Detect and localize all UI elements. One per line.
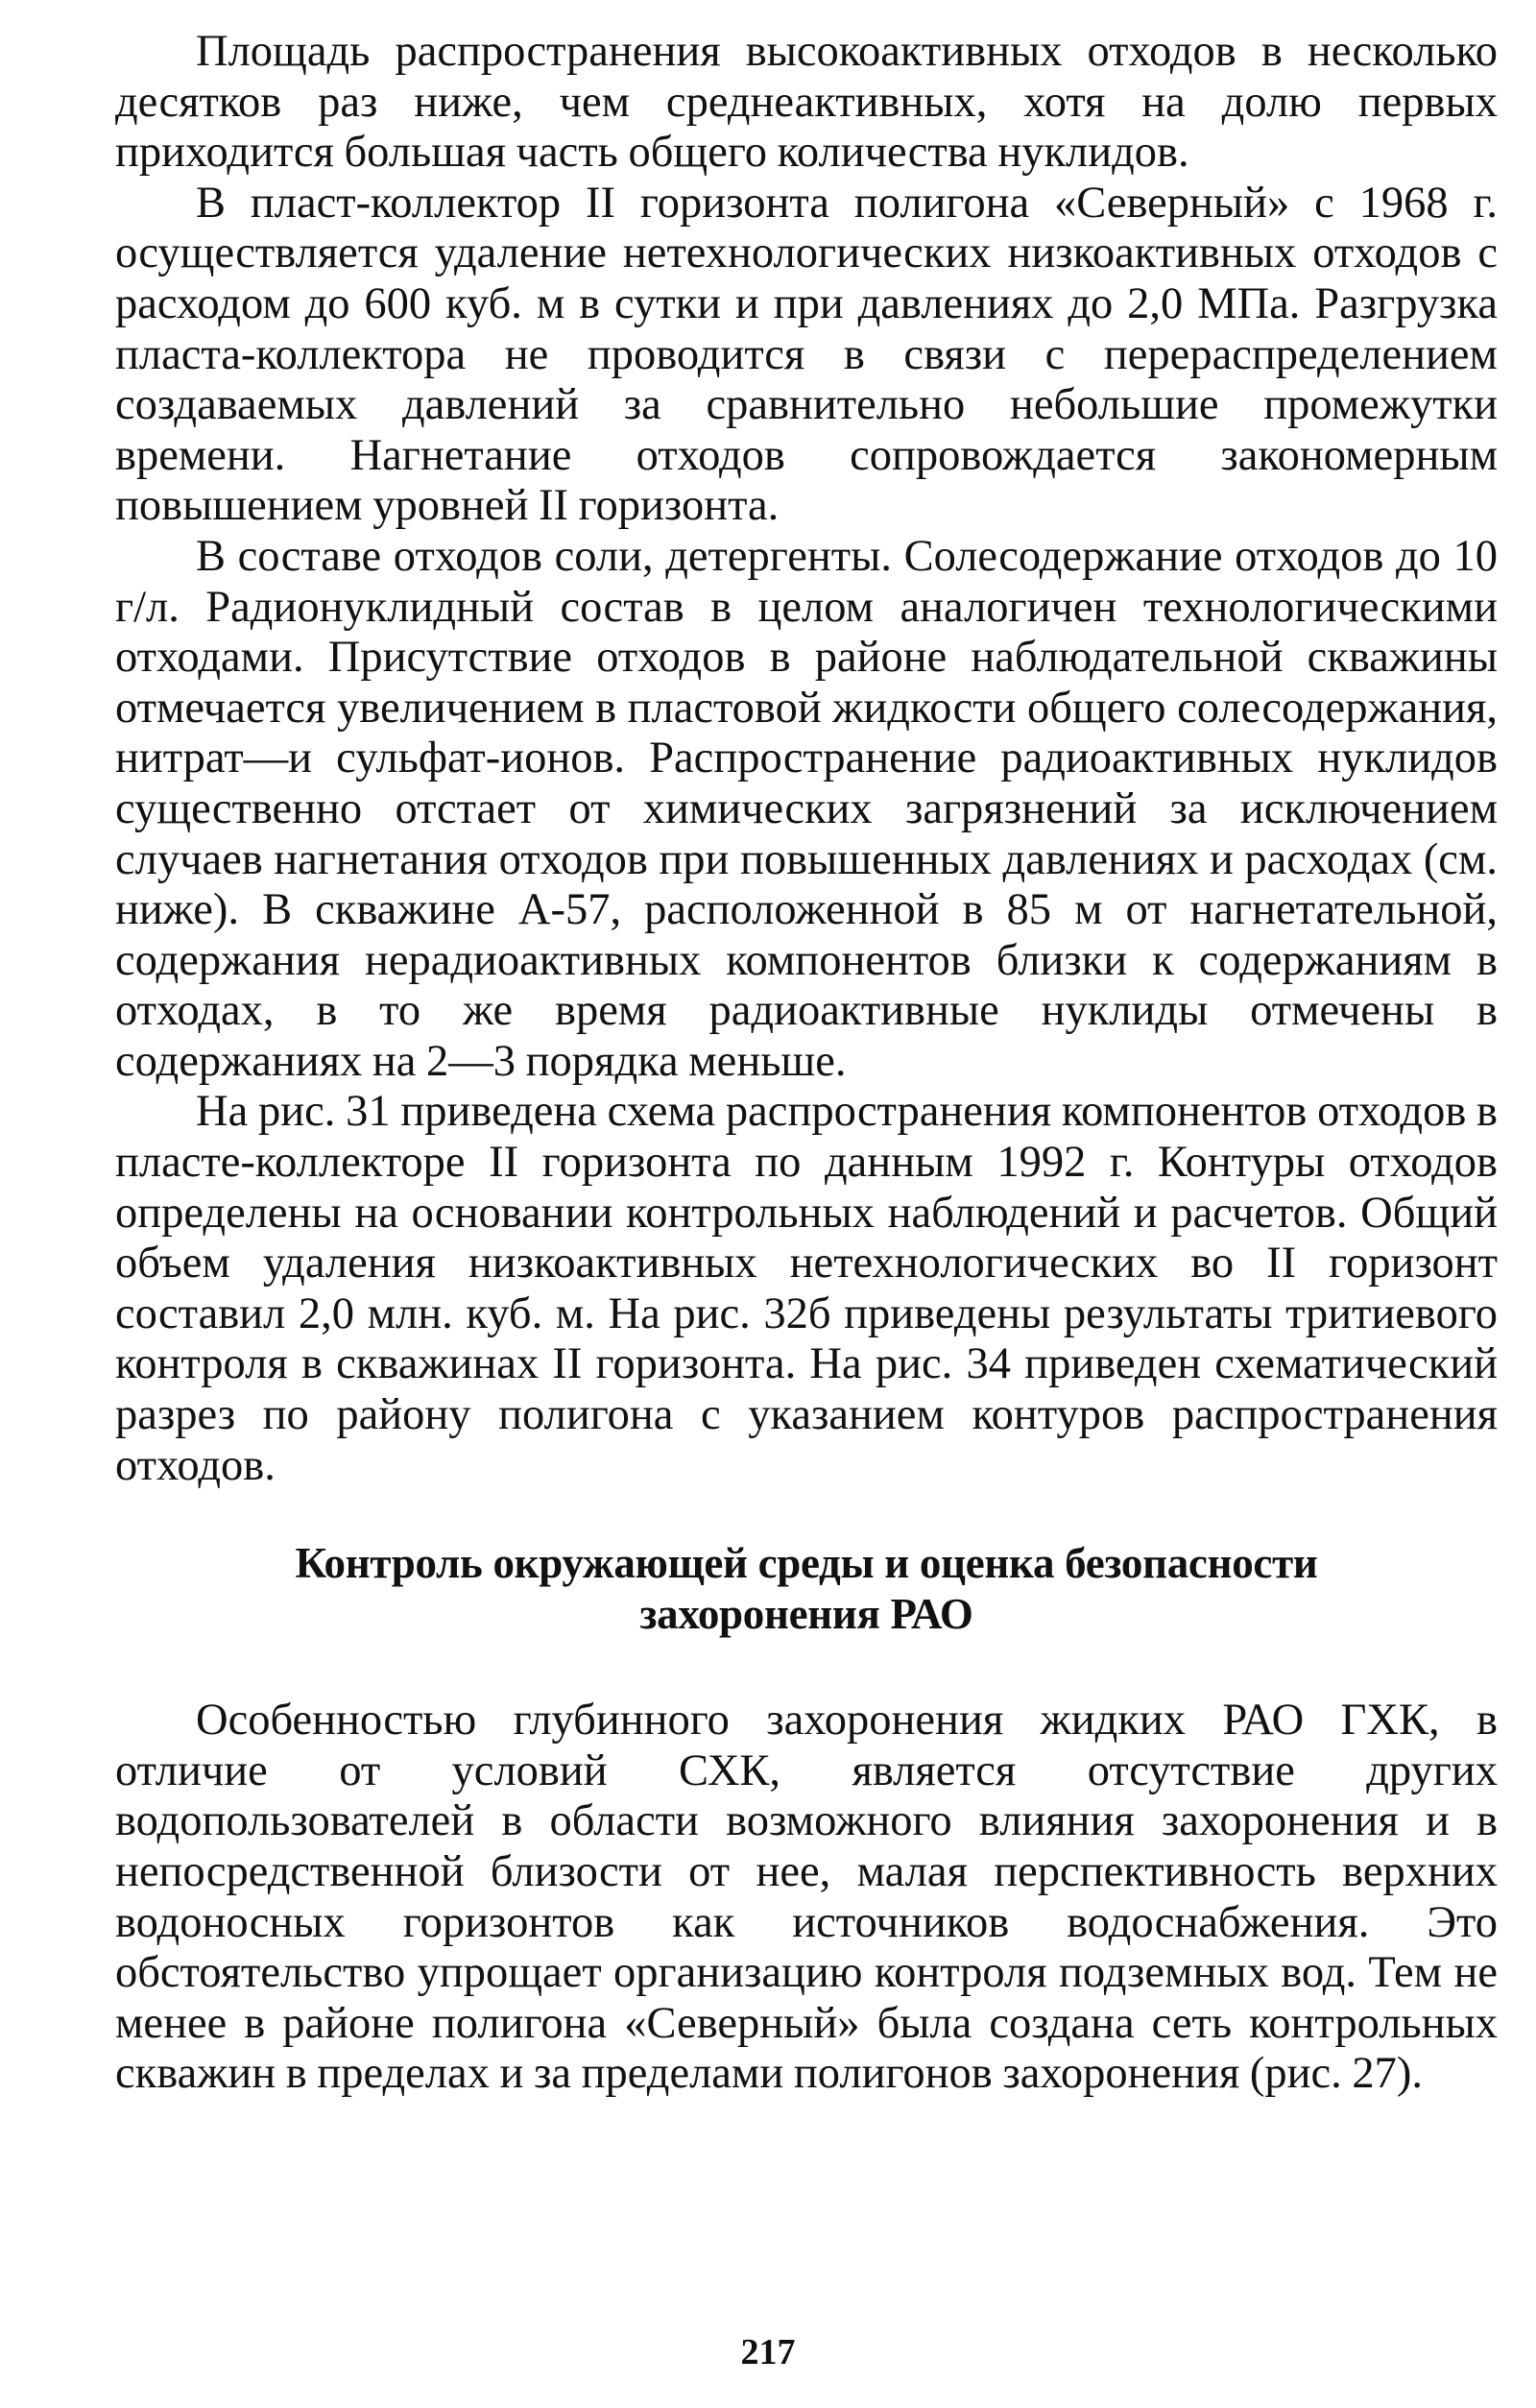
document-page (115, 27, 1498, 2100)
section-heading-line-2: захоронения РАО (639, 1590, 973, 1639)
paragraph-waste-composition: В составе отходов соли, детергенты. Солесодержание отходов до 10 г/л. Радионуклидный состав в целом аналогичен технологическими отходами. Присутствие отходов в районе наблюдательной скважины отмечается увеличением в пластовой жидкости общего солесодержания, нитрат—и сульфат-ионов. Распространение радиоактивных нуклидов существенно отстает от химических загрязнений за исключением случаев нагнетания отходов при повышенных давлениях и расходах (см. ниже). В скважине А-57, расположенной в 85 м от нагнетательной, содержания нерадиоактивных компонентов близки к содержаниям в отходах, в то же время радиоактивные нуклиды отмечены в содержаниях на 2—3 порядка меньше. (115, 531, 1498, 1086)
paragraph-figure-references: На рис. 31 приведена схема распространения компонентов отходов в пласте-коллекторе II горизонта по данным 1992 г. Контуры отходов определены на основании контрольных наблюдений и расчетов. Общий объем удаления низкоактивных нетехнологических во II горизонт составил 2,0 млн. куб. м. На рис. 32б приведены результаты тритиевого контроля в скважинах II горизонта. На рис. 34 приведен схематический разрез по району полигона с указанием контуров распространения отходов. (115, 1087, 1498, 1490)
paragraph-high-activity-waste: Площадь распространения высокоактивных отходов в несколько десятков раз ниже, чем среднеактивных, хотя на долю первых приходится большая часть общего количества нуклидов. (115, 27, 1498, 178)
page-number: 217 (740, 2332, 796, 2372)
paragraph-environmental-control: Особенностью глубинного захоронения жидких РАО ГХК, в отличие от условий СХК, является отсутствие других водопользователей в области возможного влияния захоронения и в непосредственной близости от нее, малая перспективность верхних водоносных горизонтов как источников водоснабжения. Это обстоятельство упрощает организацию контроля подземных вод. Тем не менее в районе полигона «Северный» была создана сеть контрольных скважин в пределах и за пределами полигонов захоронения (рис. 27). (115, 1696, 1498, 2099)
section-heading-line-1: Контроль окружающей среды и оценка безопасности (295, 1539, 1318, 1588)
section-heading (115, 1538, 1498, 1640)
paragraph-horizon-two-injection: В пласт-коллектор II горизонта полигона «Северный» с 1968 г. осуществляется удаление нетехнологических низкоактивных отходов с расходом до 600 куб. м в сутки и при давлениях до 2,0 МПа. Разгрузка пласта-коллектора не проводится в связи с перераспределением создаваемых давлений за сравнительно небольшие промежутки времени. Нагнетание отходов сопровождается закономерным повышением уровней II горизонта. (115, 178, 1498, 531)
